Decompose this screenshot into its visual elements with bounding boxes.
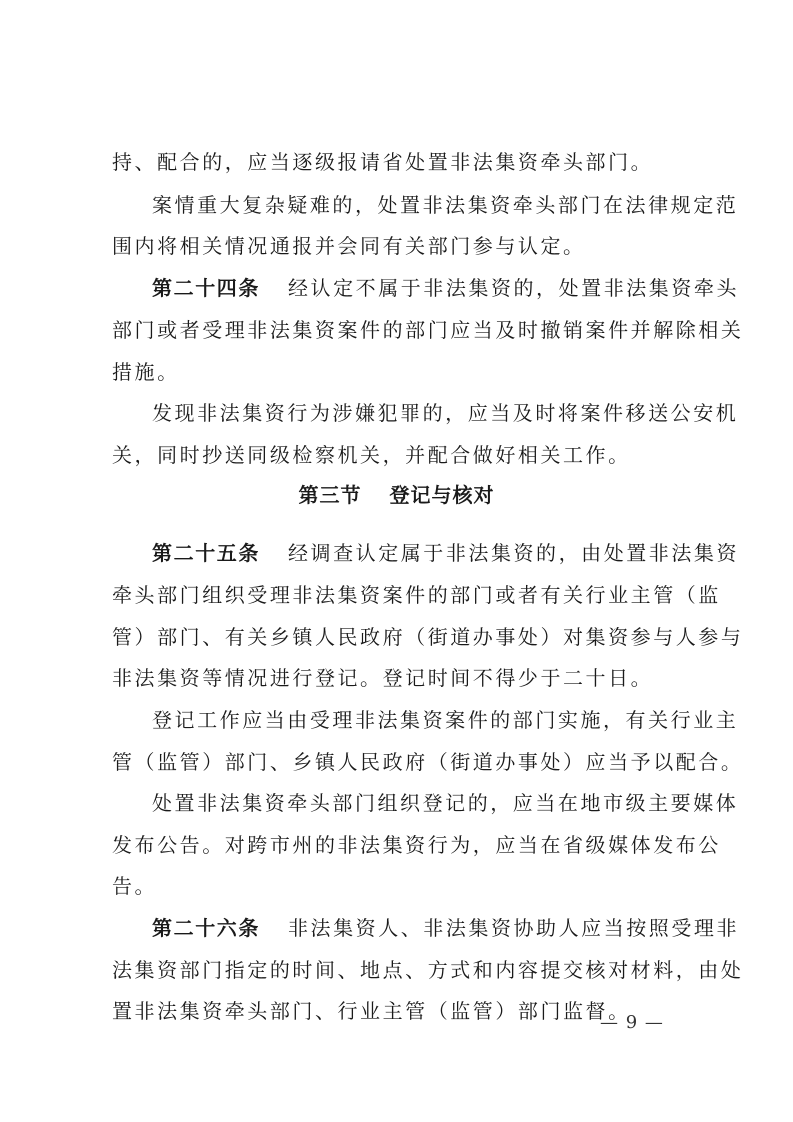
text-line: 部门或者受理非法集资案件的部门应当及时撤销案件并解除相关 xyxy=(112,318,744,342)
text-line: 处置非法集资牵头部门组织登记的，应当在地市级主要媒体 xyxy=(152,791,739,815)
text-line: 持、配合的，应当逐级报请省处置非法集资牵头部门。 xyxy=(112,150,654,174)
section-heading xyxy=(0,483,793,507)
text-line: 管）部门、有关乡镇人民政府（街道办事处）对集资参与人参与 xyxy=(112,625,744,649)
text-line: 发布公告。对跨市州的非法集资行为，应当在省级媒体发布公 xyxy=(112,833,721,857)
text-line: 经调查认定属于非法集资的，由处置非法集资 xyxy=(288,541,739,565)
text-line: 告。 xyxy=(112,874,158,898)
text-line: 非法集资人、非法集资协助人应当按照受理非 xyxy=(288,916,739,940)
section-number: 第三节 xyxy=(298,483,362,507)
text-line: 置非法集资牵头部门、行业主管（监管）部门监督。 xyxy=(112,999,631,1023)
article-26-paragraph xyxy=(152,916,739,940)
text-line: 法集资部门指定的时间、地点、方式和内容提交核对材料，由处 xyxy=(112,958,744,982)
text-line: 措施。 xyxy=(112,360,180,384)
text-line: 围内将相关情况通报并会同有关部门参与认定。 xyxy=(112,234,586,258)
text-line: 非法集资等情况进行登记。登记时间不得少于二十日。 xyxy=(112,666,654,690)
text-line: 经认定不属于非法集资的，处置非法集资牵头 xyxy=(288,276,739,300)
text-line: 管（监管）部门、乡镇人民政府（街道办事处）应当予以配合。 xyxy=(112,750,744,774)
article-24-paragraph xyxy=(152,276,739,300)
article-24-label: 第二十四条 xyxy=(152,276,260,300)
text-line: 登记工作应当由受理非法集资案件的部门实施，有关行业主 xyxy=(152,708,739,732)
section-title: 登记与核对 xyxy=(389,483,495,507)
text-line: 牵头部门组织受理非法集资案件的部门或者有关行业主管（监 xyxy=(112,583,721,607)
text-line: 案情重大复杂疑难的，处置非法集资牵头部门在法律规定范 xyxy=(152,193,739,217)
text-line: 关，同时抄送同级检察机关，并配合做好相关工作。 xyxy=(112,443,631,467)
article-25-paragraph xyxy=(152,541,739,565)
page-number: — 9 — xyxy=(600,1012,664,1033)
article-25-label: 第二十五条 xyxy=(152,541,260,565)
article-26-label: 第二十六条 xyxy=(152,916,260,940)
text-line: 发现非法集资行为涉嫌犯罪的，应当及时将案件移送公安机 xyxy=(152,401,739,425)
